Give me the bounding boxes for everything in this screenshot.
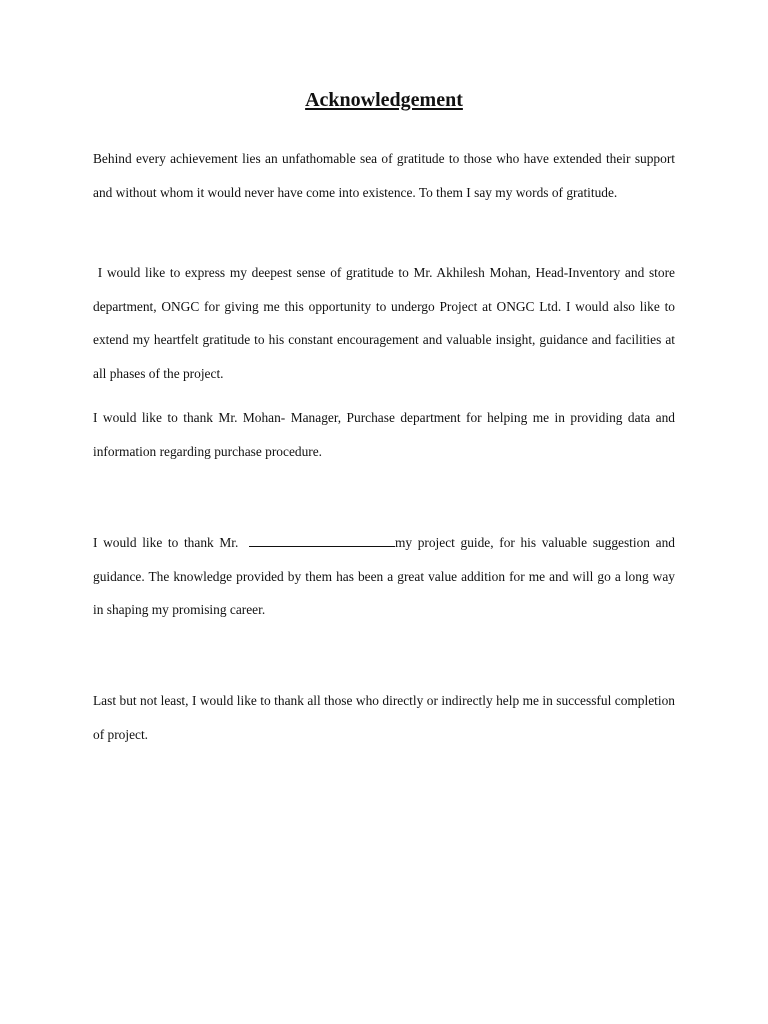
paragraph-intro: Behind every achievement lies an unfathomable sea of gratitude to those who have extended their support and without whom it would never have come into existence. To them I say my words of gratitude. <box>93 151 675 200</box>
paragraph-thanks-guide-end: my project guide, for his valuable suggestion and guidance. The knowledge provided by them has been a great value addition for me and will go a long way in shaping my promising career. <box>93 535 675 618</box>
paragraph-closing: Last but not least, I would like to thank all those who directly or indirectly help me in successful completion of project. <box>93 693 675 742</box>
paragraph-gratitude-head <box>93 256 675 390</box>
paragraph-thanks-manager: I would like to thank Mr. Mohan- Manager, Purchase department for helping me in providing data and information regarding purchase procedure. <box>93 410 675 459</box>
name-blank-line <box>249 537 395 547</box>
paragraph-gratitude-head-text: I would like to express my deepest sense of gratitude to Mr. Akhilesh Mohan, Head-Inventory and store department, ONGC for giving me this opportunity to undergo Project at ONGC Ltd. I would also like to extend my heartfelt gratitude to his constant encouragement and valuable insight, guidance and facilities at all phases of the project. <box>93 265 675 381</box>
paragraph-thanks-guide <box>93 526 675 627</box>
paragraph-thanks-guide-start: I would like to thank Mr. <box>93 535 239 550</box>
page-title: Acknowledgement <box>305 89 463 111</box>
